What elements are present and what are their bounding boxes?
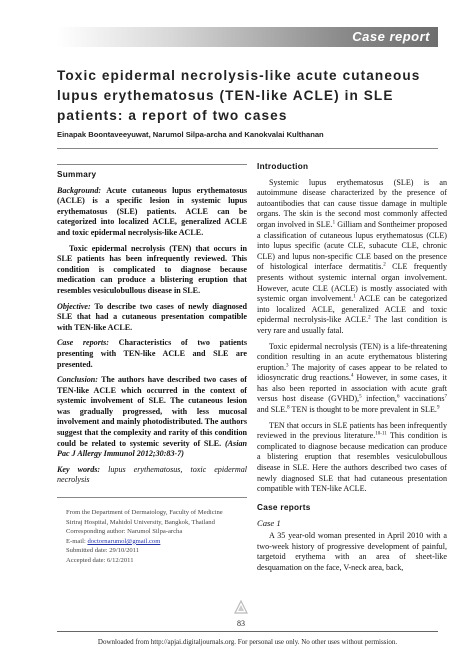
intro-p2-text-c: However, in some cases, it has also been reported in association with acute graft versus host disease (GVHD), bbox=[257, 373, 447, 404]
submitted-date: Submitted date: 29/10/2011 bbox=[66, 547, 140, 555]
intro-p3-text-b: This condition is complicated to diagnose because medication can produce a blistering eruption that resembles vesiculobullous disease in SLE. Here the authors described two cases of newly diagnosed SLE that had cutaneous presentation compatible with TEN-like ACLE. bbox=[257, 431, 447, 494]
article-title: Toxic epidermal necrolysis-like acute cutaneous lupus erythematosus (TEN-like ACLE) in SLE patients: a report of two cases bbox=[57, 68, 421, 123]
summary-conclusion bbox=[57, 375, 247, 460]
conclusion-label: Conclusion: bbox=[57, 375, 98, 385]
affiliation-line-2: Siriraj Hospital, Mahidol University, Bangkok, Thailand bbox=[66, 518, 215, 526]
objective-text: To describe two cases of newly diagnosed SLE that had a cutaneous presentation compatible with TEN-like ACLE. bbox=[57, 301, 247, 332]
article-type-label: Case report bbox=[352, 29, 430, 44]
author-list: Einapak Boontaveeyuwat, Narumol Silpa-archa and Kanokvalai Kulthanan bbox=[57, 130, 324, 139]
ref-sup: 1 bbox=[353, 294, 356, 300]
body-column bbox=[257, 162, 447, 578]
accepted-date: Accepted date: 6/12/2011 bbox=[66, 556, 134, 564]
summary-heading: Summary bbox=[57, 170, 97, 179]
email-link[interactable]: doctornarumol@gmail.com bbox=[87, 537, 161, 545]
intro-p1-text-c: CLE frequently presents without systemic internal organ involvement. However, acute CLE (ACLE) is mostly associated with systemic organ involvement. bbox=[257, 262, 447, 304]
header-divider bbox=[57, 148, 438, 149]
ref-sup: 2 bbox=[383, 262, 386, 268]
summary-background bbox=[57, 186, 247, 239]
case-1-paragraph: A 35 year-old woman presented in April 2010 with a two-week history of progressive development of painful, targetoid erythema with an area of sheet-like desquamation on the face, V-neck area, back, bbox=[257, 531, 447, 572]
keywords-text: lupus erythematosus, toxic epidermal necrolysis bbox=[57, 464, 248, 485]
introduction-paragraph-3 bbox=[257, 421, 447, 495]
summary-column bbox=[57, 170, 247, 491]
intro-p2-text-b: The majority of cases appear to be related to idiosyncratic drug reactions. bbox=[257, 362, 447, 383]
case-reports-label: Case reports: bbox=[57, 338, 109, 348]
affiliation-block bbox=[66, 508, 246, 566]
page-number: 83 bbox=[237, 619, 245, 628]
introduction-paragraph-2 bbox=[257, 342, 447, 416]
article-type-banner bbox=[57, 27, 438, 47]
summary-objective bbox=[57, 302, 247, 334]
case-1-heading: Case 1 bbox=[257, 518, 281, 529]
summary-case-reports bbox=[57, 338, 247, 370]
ref-sup: 3 bbox=[286, 363, 289, 368]
intro-p2-text-e: vaccinations bbox=[399, 394, 445, 404]
case-reports-heading: Case reports bbox=[257, 502, 311, 512]
intro-p1-text-d: ACLE can be categorized into localized ACLE, generalized ACLE and toxic epidermal necrolysis-like ACLE. bbox=[257, 294, 447, 325]
journal-logo-icon bbox=[234, 600, 248, 614]
ref-sup: 2 bbox=[368, 315, 371, 321]
keywords bbox=[57, 465, 247, 486]
citation: (Asian Pac J Allergy Immunol 2012;30:83-7) bbox=[57, 438, 247, 459]
email-label: E-mail: bbox=[66, 537, 86, 545]
summary-top-divider bbox=[57, 164, 247, 165]
download-footer: Downloaded from http://apjai.digitaljournals.org. For personal use only. No other uses without permission. bbox=[97, 638, 398, 646]
background-text: Acute cutaneous lupus erythematosus (ACLE) is a specific lesion in systemic lupus erythematosus (SLE) patients. ACLE can be categorized into localized ACLE, generalized ACLE and toxic epidermal necrolysis-like ACLE. bbox=[57, 185, 248, 237]
background-label: Background: bbox=[57, 185, 102, 195]
ref-sup: 6 bbox=[396, 394, 400, 400]
ref-sup: 9 bbox=[436, 405, 440, 411]
intro-p2-text-d: infection, bbox=[361, 394, 397, 404]
intro-p2-text-f: and SLE. bbox=[257, 405, 288, 415]
intro-p2-text-a: Toxic epidermal necrolysis (TEN) is a life-threatening condition resulting in an acute erythematous blistering eruption. bbox=[257, 341, 447, 372]
intro-p3-text-a: TEN that occurs in SLE patients has been infrequently reviewed in the previous literature. bbox=[257, 420, 447, 441]
intro-p1-text-a: Systemic lupus erythematosus (SLE) is an autoimmune disease characterized by the presence of autoantibodies that can cause tissue damage in multiple organs. The skin is the second most commonly affected organ involved in SLE. bbox=[257, 177, 447, 229]
introduction-heading: Introduction bbox=[257, 162, 309, 171]
ref-sup: 7 bbox=[444, 394, 447, 400]
ref-sup: 1 bbox=[332, 220, 336, 226]
summary-bottom-divider bbox=[57, 497, 247, 498]
keywords-label: Key words: bbox=[57, 464, 101, 474]
email-row bbox=[66, 537, 246, 547]
ref-sup: 5 bbox=[359, 394, 362, 400]
introduction-paragraph-1 bbox=[257, 178, 447, 337]
ref-sup: 4 bbox=[350, 373, 354, 379]
corresponding-author: Corresponding author: Narumol Silpa-archa bbox=[66, 528, 183, 536]
intro-p2-text-g: TEN is thought to be more prevalent in SLE. bbox=[289, 405, 437, 415]
objective-label: Objective: bbox=[57, 301, 91, 311]
affiliation-line-1: From the Department of Dermatology, Faculty of Medicine bbox=[66, 509, 223, 516]
case-reports-text: Characteristics of two patients presenting with TEN-like ACLE and SLE are presented. bbox=[57, 338, 248, 369]
ref-sup: 8 bbox=[287, 405, 290, 411]
footer-divider bbox=[57, 631, 438, 632]
summary-background-2: Toxic epidermal necrolysis (TEN) that occurs in SLE patients has been infrequently reviewed. This condition is complicated to diagnose because medication can produce a blistering eruption that resembles vesiculobullous disease in SLE. bbox=[57, 243, 247, 295]
ref-sup: 10-11 bbox=[375, 431, 387, 437]
intro-p1-text-e: The last condition is very rare and usually fatal. bbox=[257, 315, 447, 335]
conclusion-text: The authors have described two cases of TEN-like ACLE which occurred in the context of systemic involvement of SLE. The cutaneous lesion was gradually progressed, with less mucosal involvement and mainly photodistributed. The authors suggest that the complexity and rarity of this condition could be related to systemic severity of SLE. bbox=[57, 375, 247, 448]
intro-p1-text-b: Gilliam and Sontheimer proposed a classification of cutaneous lupus erythematosus (CLE) into lupus specific (acute CLE, subacute CLE, chronic CLE) and lupus non-specific CLE based on the presence of histological interface dermatitis. bbox=[257, 219, 447, 272]
